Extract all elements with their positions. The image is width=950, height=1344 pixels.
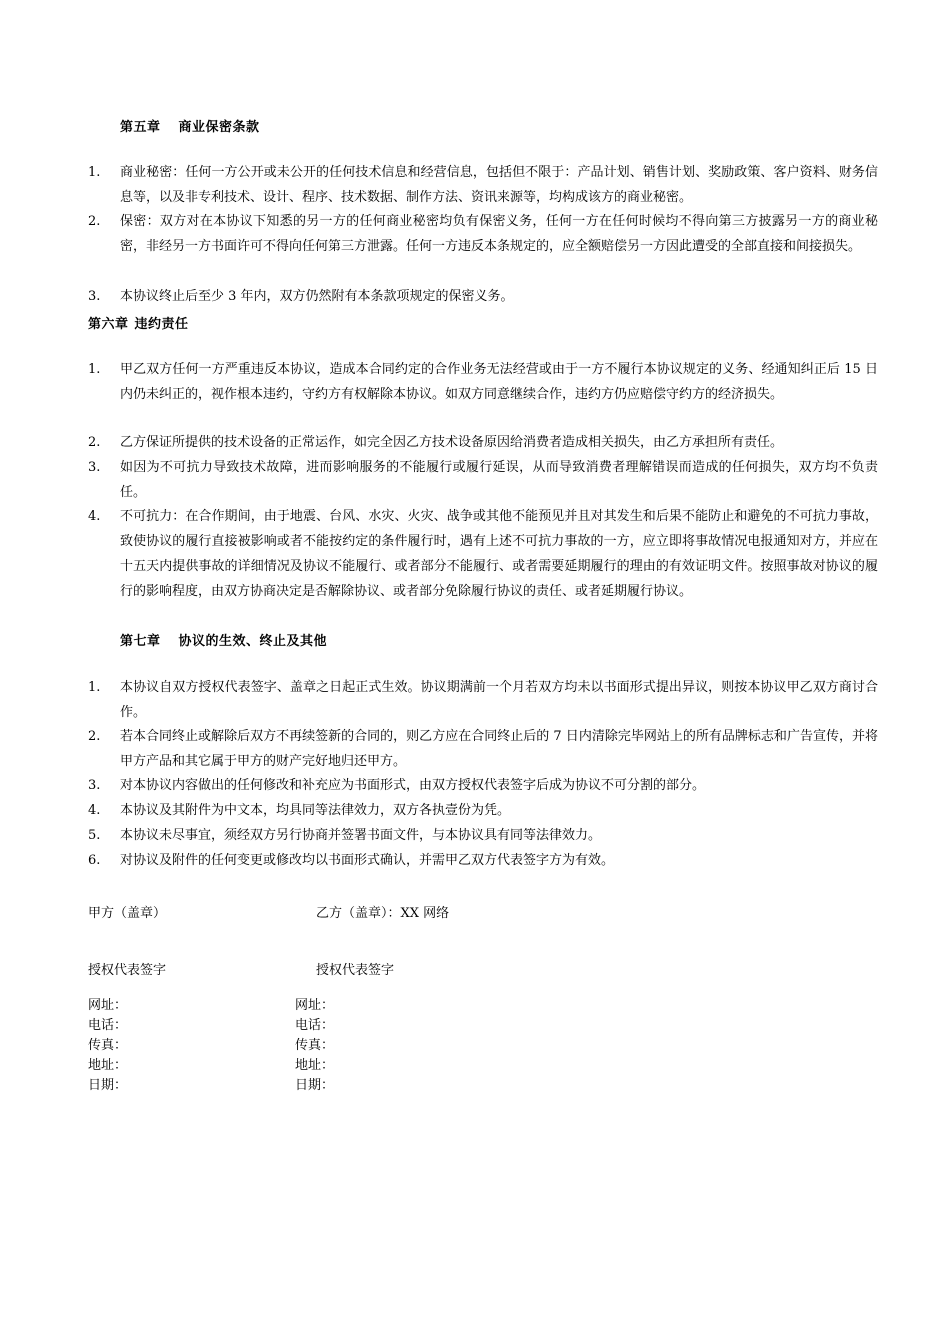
- chapter-7-item-3: [88, 773, 878, 798]
- item-text: 若本合同终止或解除后双方不再续签新的合同的，则乙方应在合同终止后的 7 日内清除完毕网站上的所有品牌标志和广告宣传，并将甲方产品和其它属于甲方的财产完好地归还甲方。: [120, 729, 878, 769]
- party-a-rep-signature: 授权代表签字: [88, 963, 167, 978]
- party-b-date-label: 日期：: [295, 1078, 335, 1093]
- party-b-rep-signature: 授权代表签字: [316, 963, 395, 978]
- chapter-6-number: 第六章: [88, 317, 129, 332]
- item-text: 本协议未尽事宜，须经双方另行协商并签署书面文件，与本协议具有同等法律效力。: [120, 828, 602, 843]
- chapter-6-heading: [88, 313, 189, 332]
- chapter-5-title: 商业保密条款: [178, 120, 260, 135]
- chapter-7-title: 协议的生效、终止及其他: [178, 634, 328, 649]
- item-text: 如因为不可抗力导致技术故障，进而影响服务的不能履行或履行延误，从而导致消费者理解错误而造成的任何损失，双方均不负责任。: [120, 460, 878, 500]
- party-b-fax-label: 传真：: [295, 1038, 335, 1053]
- party-b-phone-label: 电话：: [295, 1018, 335, 1033]
- chapter-7-heading: [120, 630, 327, 649]
- item-number: 3.: [88, 778, 101, 793]
- item-number: 6.: [88, 853, 101, 868]
- party-b-address-label: 地址：: [295, 1058, 335, 1073]
- item-text: 乙方保证所提供的技术设备的正常运作，如完全因乙方技术设备原因给消费者造成相关损失，由乙方承担所有责任。: [120, 435, 784, 450]
- item-number: 1.: [88, 165, 101, 180]
- item-text: 对本协议内容做出的任何修改和补充应为书面形式，由双方授权代表签字后成为协议不可分割的部分。: [120, 778, 706, 793]
- party-a-fax-label: 传真：: [88, 1038, 128, 1053]
- item-number: 2.: [88, 214, 101, 229]
- item-number: 3.: [88, 289, 101, 304]
- party-a-phone-label: 电话：: [88, 1018, 128, 1033]
- party-a-date-label: 日期：: [88, 1078, 128, 1093]
- item-text: 对协议及附件的任何变更或修改均以书面形式确认，并需甲乙双方代表签字方为有效。: [120, 853, 615, 868]
- party-b-website-label: 网址：: [295, 998, 335, 1013]
- chapter-6-item-3: [88, 455, 878, 505]
- party-a-website-label: 网址：: [88, 998, 128, 1013]
- chapter-5-item-2: [88, 209, 878, 259]
- item-number: 3.: [88, 460, 101, 475]
- item-text: 本协议自双方授权代表签字、盖章之日起正式生效。协议期满前一个月若双方均未以书面形式提出异议，则按本协议甲乙双方商讨合作。: [120, 680, 878, 720]
- item-number: 1.: [88, 362, 101, 377]
- item-text: 本协议终止后至少 3 年内，双方仍然附有本条款项规定的保密义务。: [120, 289, 514, 304]
- party-a-seal: 甲方（盖章）: [88, 906, 167, 921]
- chapter-7-item-2: [88, 724, 878, 774]
- chapter-5-item-1: [88, 160, 878, 210]
- item-number: 2.: [88, 729, 101, 744]
- item-number: 5.: [88, 828, 101, 843]
- chapter-6-title: 违约责任: [134, 317, 189, 332]
- chapter-5-number: 第五章: [120, 120, 161, 135]
- chapter-7-item-1: [88, 675, 878, 725]
- item-number: 1.: [88, 680, 101, 695]
- item-number: 4.: [88, 803, 101, 818]
- party-b-contact-block: [295, 996, 334, 1096]
- chapter-6-item-1: [88, 357, 878, 407]
- party-b-seal: 乙方（盖章）：XX 网络: [316, 906, 450, 921]
- chapter-5-heading: [120, 116, 260, 135]
- item-number: 2.: [88, 435, 101, 450]
- chapter-7-item-6: [88, 848, 878, 873]
- item-text: 本协议及其附件为中文本，均具同等法律效力，双方各执壹份为凭。: [120, 803, 511, 818]
- party-a-address-label: 地址：: [88, 1058, 128, 1073]
- chapter-5-item-3: [88, 284, 878, 309]
- chapter-7-item-4: [88, 798, 878, 823]
- item-text: 商业秘密：任何一方公开或未公开的任何技术信息和经营信息，包括但不限于：产品计划、销售计划、奖励政策、客户资料、财务信息等，以及非专利技术、设计、程序、技术数据、制作方法、资讯来源等，均构成该方的商业秘密。: [120, 165, 878, 205]
- chapter-6-item-2: [88, 430, 878, 455]
- chapter-7-number: 第七章: [120, 634, 161, 649]
- chapter-7-item-5: [88, 823, 878, 848]
- party-a-contact-block: [88, 996, 127, 1096]
- item-text: 保密：双方对在本协议下知悉的另一方的任何商业秘密均负有保密义务，任何一方在任何时候均不得向第三方披露另一方的商业秘密，非经另一方书面许可不得向任何第三方泄露。任何一方违反本条规定的，应全额赔偿另一方因此遭受的全部直接和间接损失。: [120, 214, 878, 254]
- item-number: 4.: [88, 509, 101, 524]
- chapter-6-item-4: [88, 504, 878, 604]
- item-text: 不可抗力：在合作期间，由于地震、台风、水灾、火灾、战争或其他不能预见并且对其发生和后果不能防止和避免的不可抗力事故，致使协议的履行直接被影响或者不能按约定的条件履行时，遇有上述不可抗力事故的一方，应立即将事故情况电报通知对方，并应在十五天内提供事故的详细情况及协议不能履行、或者部分不能履行、或者需要延期履行的理由的有效证明文件。按照事故对协议的履行的影响程度，由双方协商决定是否解除协议、或者部分免除履行协议的责任、或者延期履行协议。: [120, 509, 878, 599]
- item-text: 甲乙双方任何一方严重违反本协议，造成本合同约定的合作业务无法经营或由于一方不履行本协议规定的义务、经通知纠正后 15 日内仍未纠正的，视作根本违约，守约方有权解除本协议。如双方同意继续合作，违约方仍应赔偿守约方的经济损失。: [120, 362, 878, 402]
